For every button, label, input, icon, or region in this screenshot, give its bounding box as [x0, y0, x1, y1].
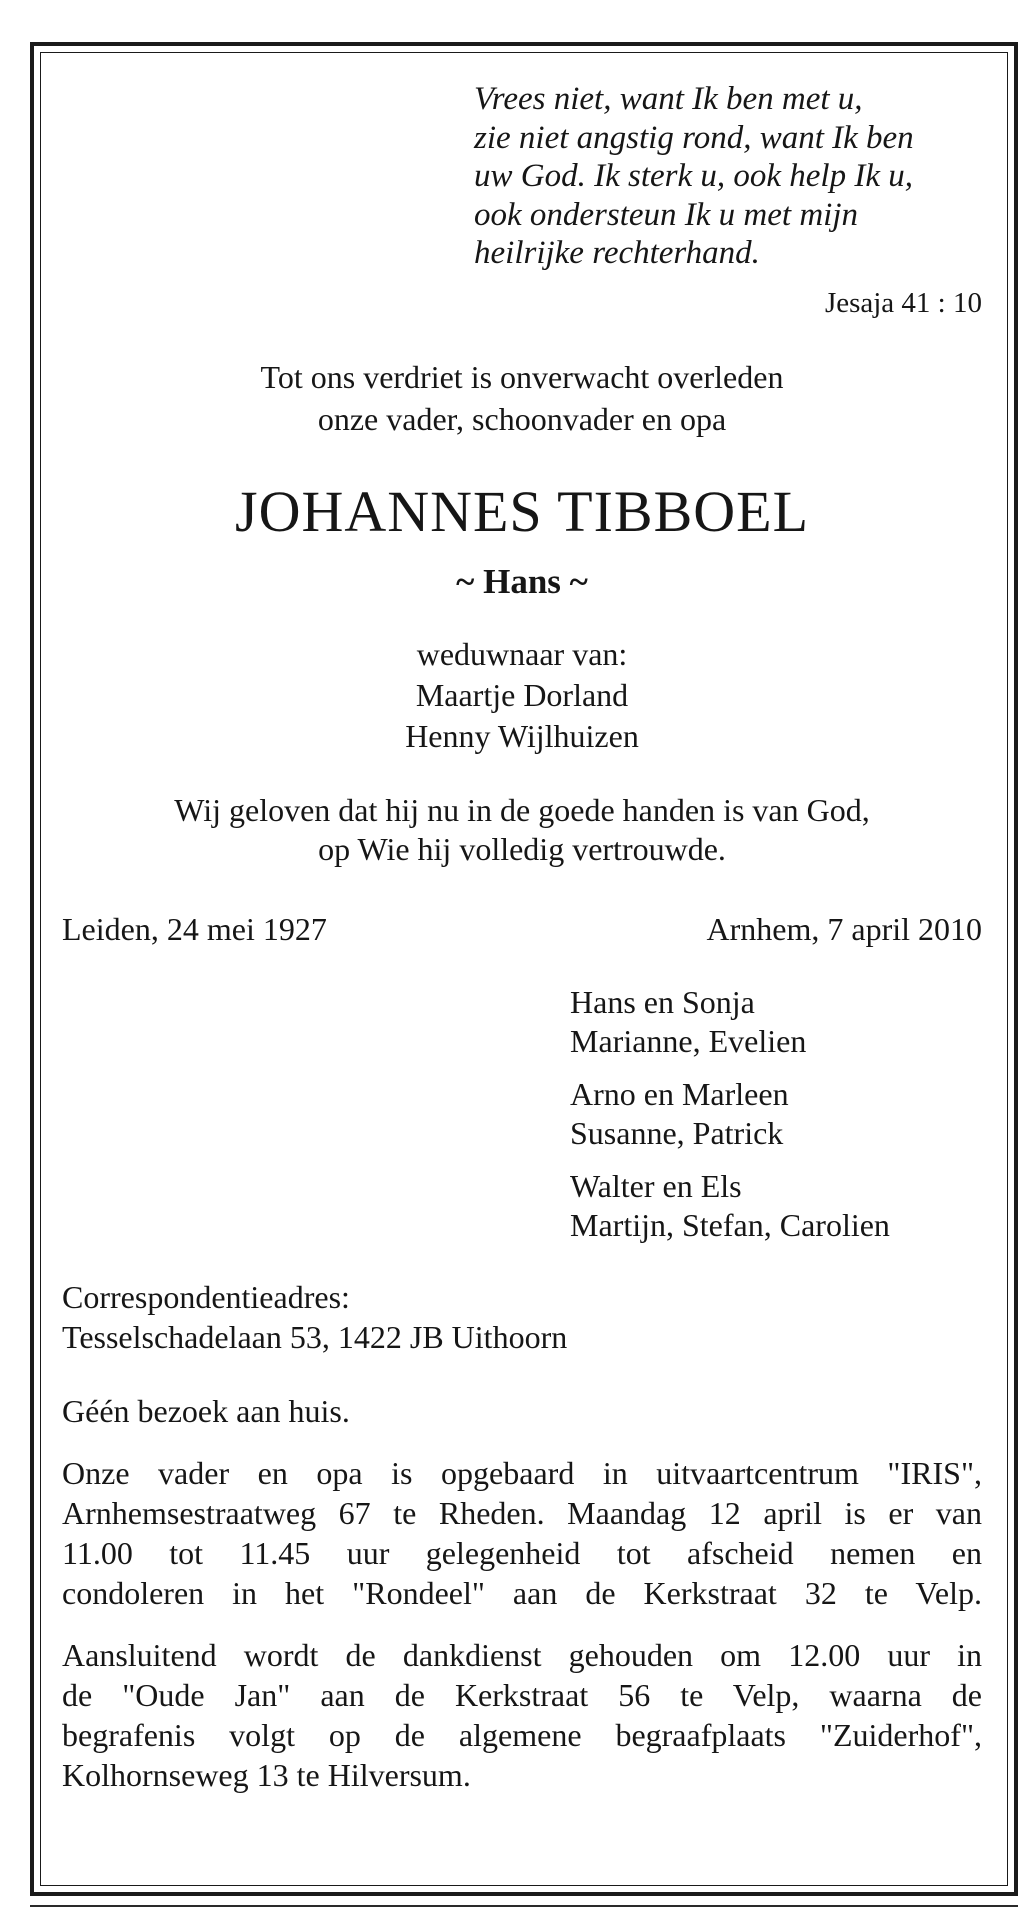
verse-reference: Jesaja 41 : 10 — [824, 286, 982, 319]
service-details — [62, 1635, 982, 1795]
no-visit-notice: Géén bezoek aan huis. — [62, 1392, 350, 1429]
bible-verse — [474, 80, 982, 273]
paragraph-line: Aansluitend wordt de dankdienst gehouden om 12.00 uur in — [62, 1636, 982, 1673]
family-couple: Walter en Els — [570, 1167, 742, 1204]
birth-date: Leiden, 24 mei 1927 — [62, 910, 327, 947]
viewing-details — [62, 1453, 982, 1613]
deceased-nickname: ~ Hans ~ — [456, 561, 588, 601]
verse-line: heilrijke rechterhand. — [474, 235, 760, 271]
bottom-rule — [30, 1905, 1018, 1907]
intro-line: Tot ons verdriet is onverwacht overleden — [260, 358, 784, 395]
family-children: Susanne, Patrick — [570, 1114, 784, 1151]
deceased-name: JOHANNES TIBBOEL — [235, 478, 809, 544]
family-couple: Hans en Sonja — [570, 983, 755, 1020]
intro-line: onze vader, schoonvader en opa — [317, 400, 727, 437]
obituary-content — [62, 80, 982, 1795]
announcement-intro — [62, 356, 982, 440]
verse-line: zie niet angstig rond, want Ik ben — [474, 119, 914, 156]
belief-line: op Wie hij volledig vertrouwde. — [318, 830, 726, 867]
family-group — [570, 983, 982, 1061]
belief-line: Wij geloven dat hij nu in de goede handen is van God, — [174, 791, 870, 828]
family-group — [570, 1075, 982, 1153]
correspondence-label: Correspondentieadres: — [62, 1278, 350, 1315]
family-couple: Arno en Marleen — [570, 1075, 789, 1112]
family-group — [570, 1167, 982, 1245]
belief-statement — [62, 791, 982, 869]
paragraph-line: de "Oude Jan" aan de Kerkstraat 56 te Velp, waarna de — [62, 1676, 982, 1713]
paragraph-line: Kolhornseweg 13 te Hilversum. — [62, 1756, 471, 1793]
verse-line: ook ondersteun Ik u met mijn — [474, 196, 858, 233]
widower-label: weduwnaar van: — [416, 635, 628, 672]
paragraph-line: 11.00 tot 11.45 uur gelegenheid tot afscheid nemen en — [62, 1534, 982, 1571]
life-dates — [62, 909, 982, 949]
spouse-name: Henny Wijlhuizen — [405, 717, 639, 754]
family-list — [570, 983, 982, 1245]
family-children: Martijn, Stefan, Carolien — [570, 1206, 890, 1243]
death-date: Arnhem, 7 april 2010 — [706, 910, 982, 947]
correspondence-address — [62, 1277, 982, 1357]
paragraph-line: Arnhemsestraatweg 67 te Rheden. Maandag 12 april is er van — [62, 1494, 982, 1531]
spouse-name: Maartje Dorland — [415, 676, 629, 713]
verse-line: uw God. Ik sterk u, ook help Ik u, — [474, 158, 913, 194]
paragraph-line: begrafenis volgt op de algemene begraafplaats "Zuiderhof", — [62, 1716, 982, 1753]
paragraph-line: condoleren in het "Rondeel" aan de Kerkstraat 32 te Velp. — [62, 1574, 982, 1611]
verse-line: Vrees niet, want Ik ben met u, — [474, 81, 863, 117]
correspondence-street: Tesselschadelaan 53, 1422 JB Uithoorn — [62, 1318, 568, 1355]
paragraph-line: Onze vader en opa is opgebaard in uitvaartcentrum "IRIS", — [62, 1454, 982, 1491]
widower-section — [62, 634, 982, 757]
family-children: Marianne, Evelien — [570, 1022, 807, 1059]
